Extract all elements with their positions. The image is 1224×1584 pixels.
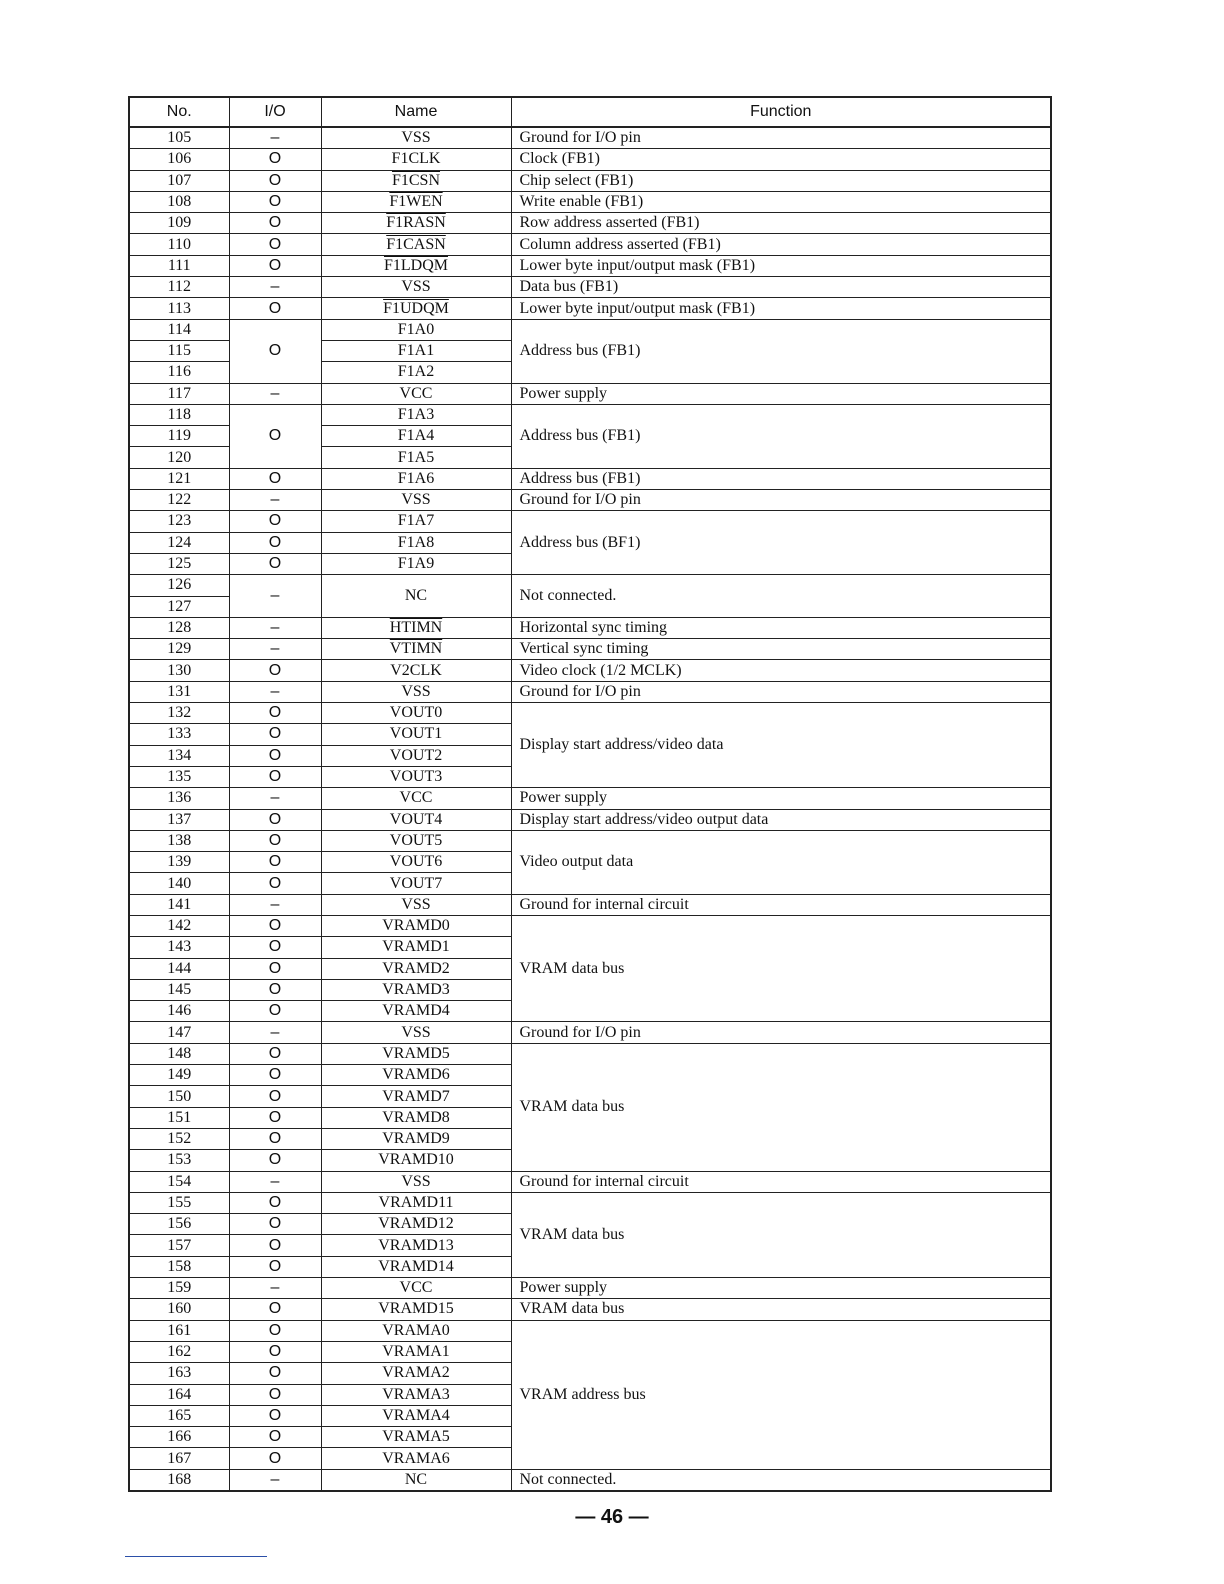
table-row (129, 788, 1051, 809)
table-row (129, 660, 1051, 681)
pin-name: F1CASN (321, 234, 511, 255)
pin-name: VSS (321, 1171, 511, 1192)
pin-name: VRAMA1 (321, 1341, 511, 1362)
table-row (129, 149, 1051, 170)
pin-function: VRAM data bus (511, 1192, 1051, 1277)
pin-name: VRAMD11 (321, 1192, 511, 1213)
pin-name: VRAMD4 (321, 1001, 511, 1022)
pin-io: O (229, 1065, 321, 1086)
pin-io: O (229, 319, 321, 383)
pin-io: O (229, 149, 321, 170)
pin-name: F1A1 (321, 340, 511, 361)
table-row (129, 1320, 1051, 1341)
pin-io: – (229, 894, 321, 915)
pin-io: O (229, 1086, 321, 1107)
pin-number: 159 (129, 1278, 229, 1299)
pin-number: 116 (129, 362, 229, 383)
pin-io: O (229, 255, 321, 276)
pin-io: O (229, 979, 321, 1000)
pin-function: Lower byte input/output mask (FB1) (511, 255, 1051, 276)
pin-name: F1A6 (321, 468, 511, 489)
pin-io: O (229, 1363, 321, 1384)
table-row (129, 191, 1051, 212)
pin-name: F1UDQM (321, 298, 511, 319)
table-row (129, 468, 1051, 489)
pin-name: VCC (321, 788, 511, 809)
pin-name: NC (321, 575, 511, 618)
pin-io: O (229, 766, 321, 787)
pin-number: 123 (129, 511, 229, 532)
pin-io: O (229, 553, 321, 574)
pin-io: O (229, 724, 321, 745)
table-row (129, 1022, 1051, 1043)
pin-number: 110 (129, 234, 229, 255)
pin-io: – (229, 617, 321, 638)
pin-function: Display start address/video data (511, 703, 1051, 788)
pin-number: 138 (129, 830, 229, 851)
pin-name: VOUT3 (321, 766, 511, 787)
table-row (129, 703, 1051, 724)
pin-name: VOUT0 (321, 703, 511, 724)
table-row (129, 383, 1051, 404)
pin-name: VRAMA2 (321, 1363, 511, 1384)
pin-number: 154 (129, 1171, 229, 1192)
pin-io: O (229, 191, 321, 212)
table-row (129, 575, 1051, 596)
pin-io: O (229, 915, 321, 936)
pin-io: O (229, 1235, 321, 1256)
pin-number: 145 (129, 979, 229, 1000)
pin-number: 167 (129, 1448, 229, 1469)
pin-name: F1A4 (321, 426, 511, 447)
pin-name: VRAMD14 (321, 1256, 511, 1277)
pin-name: VOUT4 (321, 809, 511, 830)
pin-name: VOUT6 (321, 852, 511, 873)
pin-function: Video clock (1/2 MCLK) (511, 660, 1051, 681)
pin-function: Row address asserted (FB1) (511, 213, 1051, 234)
pin-io: O (229, 830, 321, 851)
pin-function: Chip select (FB1) (511, 170, 1051, 191)
pin-io: O (229, 511, 321, 532)
pin-number: 120 (129, 447, 229, 468)
pin-function: Column address asserted (FB1) (511, 234, 1051, 255)
header-name: Name (321, 97, 511, 127)
pin-io: O (229, 1405, 321, 1426)
pin-name: VOUT5 (321, 830, 511, 851)
pin-number: 111 (129, 255, 229, 276)
pin-function: VRAM data bus (511, 1299, 1051, 1320)
pin-io: O (229, 1107, 321, 1128)
pin-number: 160 (129, 1299, 229, 1320)
pin-number: 150 (129, 1086, 229, 1107)
pin-io: – (229, 1022, 321, 1043)
pin-name: VRAMA6 (321, 1448, 511, 1469)
pin-number: 119 (129, 426, 229, 447)
pin-number: 112 (129, 277, 229, 298)
pin-name: VRAMD9 (321, 1128, 511, 1149)
pin-number: 131 (129, 681, 229, 702)
pin-name: F1CSN (321, 170, 511, 191)
pin-function: VRAM data bus (511, 915, 1051, 1021)
pin-name: VCC (321, 383, 511, 404)
pin-function: Ground for internal circuit (511, 1171, 1051, 1192)
pin-number: 122 (129, 490, 229, 511)
pin-number: 106 (129, 149, 229, 170)
pin-function: Display start address/video output data (511, 809, 1051, 830)
pin-number: 165 (129, 1405, 229, 1426)
pin-number: 158 (129, 1256, 229, 1277)
pin-io: O (229, 703, 321, 724)
pin-number: 108 (129, 191, 229, 212)
pin-number: 157 (129, 1235, 229, 1256)
pin-number: 153 (129, 1150, 229, 1171)
pin-number: 114 (129, 319, 229, 340)
pin-name: V2CLK (321, 660, 511, 681)
pin-io: O (229, 873, 321, 894)
table-row (129, 639, 1051, 660)
pin-name: VSS (321, 894, 511, 915)
pin-number: 155 (129, 1192, 229, 1213)
pin-name: VRAMA3 (321, 1384, 511, 1405)
table-row (129, 681, 1051, 702)
pin-name: VSS (321, 490, 511, 511)
pin-number: 124 (129, 532, 229, 553)
pin-number: 168 (129, 1469, 229, 1491)
pin-io: – (229, 639, 321, 660)
pin-name: VSS (321, 681, 511, 702)
pin-number: 156 (129, 1214, 229, 1235)
pin-name: VRAMD8 (321, 1107, 511, 1128)
pin-number: 133 (129, 724, 229, 745)
pin-function: Address bus (BF1) (511, 511, 1051, 575)
pin-number: 137 (129, 809, 229, 830)
pin-io: – (229, 575, 321, 618)
table-row (129, 213, 1051, 234)
pin-io: – (229, 1171, 321, 1192)
pin-function: Clock (FB1) (511, 149, 1051, 170)
pin-number: 147 (129, 1022, 229, 1043)
pin-name: VRAMA0 (321, 1320, 511, 1341)
pin-function: Ground for I/O pin (511, 1022, 1051, 1043)
pin-io: – (229, 681, 321, 702)
pin-number: 118 (129, 404, 229, 425)
pin-name: F1RASN (321, 213, 511, 234)
pin-number: 105 (129, 127, 229, 149)
pin-io: O (229, 958, 321, 979)
pin-name: F1A9 (321, 553, 511, 574)
pin-number: 148 (129, 1043, 229, 1064)
pin-io: O (229, 1448, 321, 1469)
pin-io: O (229, 1192, 321, 1213)
pin-number: 166 (129, 1427, 229, 1448)
table-row (129, 1278, 1051, 1299)
pin-name: HTIMN (321, 617, 511, 638)
pin-io: O (229, 1384, 321, 1405)
pin-number: 130 (129, 660, 229, 681)
pin-number: 129 (129, 639, 229, 660)
table-row (129, 127, 1051, 149)
pin-number: 151 (129, 1107, 229, 1128)
pin-name: VRAMD15 (321, 1299, 511, 1320)
pin-io: O (229, 745, 321, 766)
pin-number: 132 (129, 703, 229, 724)
pin-io: – (229, 1278, 321, 1299)
pin-io: O (229, 1001, 321, 1022)
pin-name: VRAMD5 (321, 1043, 511, 1064)
table-row (129, 809, 1051, 830)
pin-io: O (229, 213, 321, 234)
pin-name: VSS (321, 1022, 511, 1043)
pin-function: Video output data (511, 830, 1051, 894)
pin-io: O (229, 1043, 321, 1064)
pin-io: O (229, 468, 321, 489)
pin-number: 141 (129, 894, 229, 915)
pin-name: VRAMD6 (321, 1065, 511, 1086)
pin-number: 162 (129, 1341, 229, 1362)
pin-name: VOUT7 (321, 873, 511, 894)
pin-function: Power supply (511, 1278, 1051, 1299)
table-row (129, 1469, 1051, 1491)
pin-number: 144 (129, 958, 229, 979)
pin-number: 164 (129, 1384, 229, 1405)
pin-name: NC (321, 1469, 511, 1491)
pin-number: 126 (129, 575, 229, 596)
pin-name: VRAMD7 (321, 1086, 511, 1107)
pin-function: Horizontal sync timing (511, 617, 1051, 638)
page-number: — 46 — (575, 1506, 649, 1528)
pin-function: Address bus (FB1) (511, 404, 1051, 468)
pin-function: Data bus (FB1) (511, 277, 1051, 298)
table-row (129, 617, 1051, 638)
table-row (129, 1299, 1051, 1320)
pin-name: VOUT2 (321, 745, 511, 766)
pin-number: 135 (129, 766, 229, 787)
pin-function: Power supply (511, 788, 1051, 809)
pin-name: F1A8 (321, 532, 511, 553)
pin-number: 128 (129, 617, 229, 638)
pin-name: F1A3 (321, 404, 511, 425)
pin-function: Address bus (FB1) (511, 468, 1051, 489)
pin-number: 134 (129, 745, 229, 766)
table-row (129, 1043, 1051, 1064)
pin-name: F1CLK (321, 149, 511, 170)
pin-number: 125 (129, 553, 229, 574)
pin-io: O (229, 1128, 321, 1149)
pin-io: O (229, 1299, 321, 1320)
table-row (129, 915, 1051, 936)
pin-function: Write enable (FB1) (511, 191, 1051, 212)
table-row (129, 234, 1051, 255)
pin-function: Not connected. (511, 575, 1051, 618)
pin-io: O (229, 532, 321, 553)
pin-function: Not connected. (511, 1469, 1051, 1491)
pin-io: – (229, 490, 321, 511)
pin-io: O (229, 1256, 321, 1277)
pin-number: 143 (129, 937, 229, 958)
pin-name: VRAMD2 (321, 958, 511, 979)
pin-number: 142 (129, 915, 229, 936)
pin-name: VRAMD3 (321, 979, 511, 1000)
pin-number: 149 (129, 1065, 229, 1086)
pin-number: 109 (129, 213, 229, 234)
pin-name: VRAMD1 (321, 937, 511, 958)
pin-name: VRAMD13 (321, 1235, 511, 1256)
pin-name: VSS (321, 127, 511, 149)
table-row (129, 404, 1051, 425)
pin-number: 136 (129, 788, 229, 809)
pin-function: VRAM data bus (511, 1043, 1051, 1171)
pin-io: O (229, 1341, 321, 1362)
pin-name: VSS (321, 277, 511, 298)
pin-name: VRAMD0 (321, 915, 511, 936)
table-row (129, 1192, 1051, 1213)
pin-name: F1A2 (321, 362, 511, 383)
pin-name: VRAMA4 (321, 1405, 511, 1426)
table-row (129, 277, 1051, 298)
pin-number: 127 (129, 596, 229, 617)
pin-io: – (229, 277, 321, 298)
pin-name: F1WEN (321, 191, 511, 212)
header-io: I/O (229, 97, 321, 127)
pin-name: F1A5 (321, 447, 511, 468)
pin-name: VRAMD10 (321, 1150, 511, 1171)
pin-function: Vertical sync timing (511, 639, 1051, 660)
pin-io: O (229, 1150, 321, 1171)
pin-io: O (229, 170, 321, 191)
pin-number: 121 (129, 468, 229, 489)
table-row (129, 1171, 1051, 1192)
pin-function: Ground for internal circuit (511, 894, 1051, 915)
pin-io: – (229, 383, 321, 404)
pin-number: 140 (129, 873, 229, 894)
pin-io: O (229, 1214, 321, 1235)
pin-number: 107 (129, 170, 229, 191)
pin-io: O (229, 1320, 321, 1341)
pin-number: 113 (129, 298, 229, 319)
pin-name: F1A0 (321, 319, 511, 340)
header-no: No. (129, 97, 229, 127)
pin-io: O (229, 234, 321, 255)
pin-io: – (229, 1469, 321, 1491)
table-row (129, 894, 1051, 915)
pin-number: 139 (129, 852, 229, 873)
table-row (129, 255, 1051, 276)
pin-name: F1LDQM (321, 255, 511, 276)
pin-io: O (229, 660, 321, 681)
header-function: Function (511, 97, 1051, 127)
pin-function: Address bus (FB1) (511, 319, 1051, 383)
table-row (129, 298, 1051, 319)
table-row (129, 319, 1051, 340)
pin-number: 117 (129, 383, 229, 404)
table-row (129, 170, 1051, 191)
pin-io: O (229, 404, 321, 468)
pin-function: VRAM address bus (511, 1320, 1051, 1469)
pin-function: Power supply (511, 383, 1051, 404)
table-header-row (129, 97, 1051, 127)
pin-function-table (128, 96, 1052, 1492)
pin-function: Ground for I/O pin (511, 127, 1051, 149)
pin-function: Lower byte input/output mask (FB1) (511, 298, 1051, 319)
pin-number: 163 (129, 1363, 229, 1384)
pin-number: 146 (129, 1001, 229, 1022)
pin-name: VOUT1 (321, 724, 511, 745)
pin-name: VRAMD12 (321, 1214, 511, 1235)
pin-number: 115 (129, 340, 229, 361)
pin-name: F1A7 (321, 511, 511, 532)
pin-io: O (229, 298, 321, 319)
pin-io: – (229, 127, 321, 149)
pin-name: VTIMN (321, 639, 511, 660)
table-body (129, 127, 1051, 1491)
table-row (129, 830, 1051, 851)
pin-io: O (229, 937, 321, 958)
pin-name: VRAMA5 (321, 1427, 511, 1448)
pin-io: O (229, 1427, 321, 1448)
pin-io: – (229, 788, 321, 809)
pin-function: Ground for I/O pin (511, 490, 1051, 511)
pin-io: O (229, 809, 321, 830)
footer-rule (125, 1556, 267, 1557)
pin-io: O (229, 852, 321, 873)
pin-name: VCC (321, 1278, 511, 1299)
pin-function: Ground for I/O pin (511, 681, 1051, 702)
pin-number: 152 (129, 1128, 229, 1149)
table-row (129, 490, 1051, 511)
table-row (129, 511, 1051, 532)
pin-number: 161 (129, 1320, 229, 1341)
